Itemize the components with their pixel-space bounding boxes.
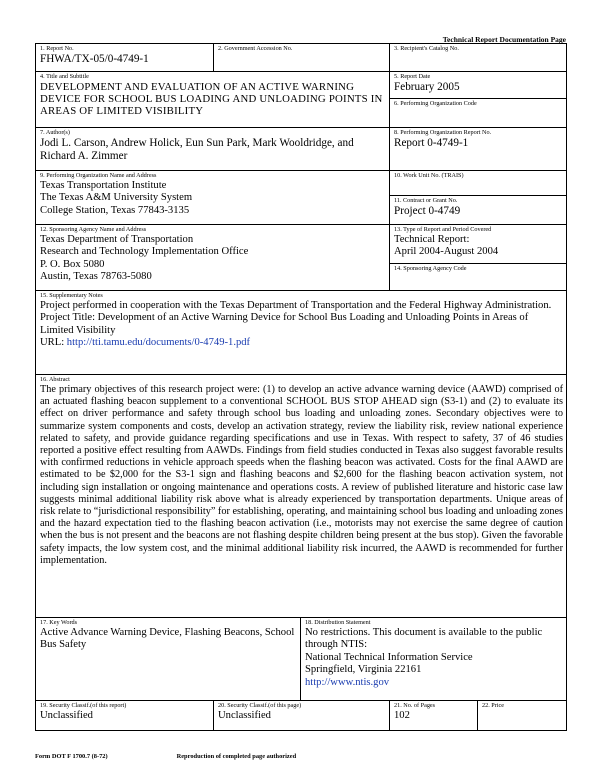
security-page-value: Unclassified bbox=[218, 710, 271, 721]
row-abstract bbox=[36, 375, 566, 618]
recipient-catalog-cell bbox=[390, 44, 566, 71]
performing-org-report-value: Report 0-4749-1 bbox=[394, 137, 469, 149]
report-date-label: 5. Report Date bbox=[394, 73, 431, 80]
date-code-stack bbox=[390, 72, 566, 127]
sponsoring-agency-line1: Texas Department of Transportation bbox=[40, 234, 194, 245]
contract-grant-cell bbox=[390, 196, 566, 224]
row-report-numbers bbox=[36, 44, 566, 72]
supplementary-notes-url-line bbox=[40, 337, 563, 349]
report-type-label: 13. Type of Report and Period Covered bbox=[394, 226, 492, 233]
performing-org-code-cell bbox=[390, 99, 566, 127]
report-type-line1: Technical Report: bbox=[394, 234, 470, 245]
form-footer bbox=[35, 753, 296, 760]
distribution-line2: National Technical Information Service bbox=[305, 651, 473, 663]
sponsoring-agency-cell bbox=[36, 225, 390, 290]
performing-org-cell bbox=[36, 171, 390, 224]
distribution-label: 18. Distribution Statement bbox=[305, 619, 371, 626]
report-type-line2: April 2004-August 2004 bbox=[394, 246, 499, 258]
supplementary-notes-label: 15. Supplementary Notes bbox=[40, 292, 103, 299]
key-words-cell bbox=[36, 618, 301, 700]
num-pages-label: 21. No. of Pages bbox=[394, 702, 436, 709]
authors-cell bbox=[36, 128, 390, 170]
ntis-url-link[interactable]: http://www.ntis.gov bbox=[305, 676, 390, 688]
performing-org-label: 9. Performing Organization Name and Address bbox=[40, 172, 157, 179]
url-prefix: URL: bbox=[40, 337, 67, 349]
sponsoring-agency-line2: Research and Technology Implementation Office bbox=[40, 246, 249, 258]
contract-grant-label: 11. Contract or Grant No. bbox=[394, 197, 458, 204]
report-type-stack bbox=[390, 225, 566, 290]
security-report-label: 19. Security Classif.(of this report) bbox=[40, 702, 127, 709]
row-title bbox=[36, 72, 566, 128]
authors-label: 7. Author(s) bbox=[40, 129, 70, 136]
row-keywords-distribution bbox=[36, 618, 566, 701]
distribution-cell bbox=[301, 618, 566, 700]
row-classification bbox=[36, 701, 566, 730]
sponsoring-agency-code-cell bbox=[390, 264, 566, 290]
performing-org-report-label: 8. Performing Organization Report No. bbox=[394, 129, 492, 136]
recipient-catalog-label: 3. Recipient's Catalog No. bbox=[394, 45, 459, 52]
performing-org-code-label: 6. Performing Organization Code bbox=[394, 100, 477, 107]
performing-org-line3: College Station, Texas 77843-3135 bbox=[40, 204, 190, 216]
sponsoring-agency-label: 12. Sponsoring Agency Name and Address bbox=[40, 226, 147, 233]
performing-org-report-cell bbox=[390, 128, 566, 170]
sponsoring-agency-line3: P. O. Box 5080 bbox=[40, 258, 105, 270]
num-pages-cell bbox=[390, 701, 478, 730]
row-performing-org bbox=[36, 171, 566, 225]
supplementary-notes-line2: Project Title: Development of an Active Warning Device for School Bus Loading and Unloading Points in Areas of Limited Visibility bbox=[40, 312, 529, 336]
abstract-cell bbox=[36, 375, 566, 617]
page-header-title: Technical Report Documentation Page bbox=[442, 35, 566, 44]
key-words-value: Active Advance Warning Device, Flashing Beacons, School Bus Safety bbox=[40, 627, 295, 651]
price-label: 22. Price bbox=[482, 702, 504, 709]
key-words-label: 17. Key Words bbox=[40, 619, 78, 626]
distribution-line3: Springfield, Virginia 22161 bbox=[305, 664, 422, 676]
title-cell bbox=[36, 72, 390, 127]
report-no-cell bbox=[36, 44, 214, 71]
gov-accession-cell bbox=[214, 44, 390, 71]
report-no-label: 1. Report No. bbox=[40, 45, 74, 52]
title-value: DEVELOPMENT AND EVALUATION OF AN ACTIVE WARNING DEVICE FOR SCHOOL BUS LOADING AND UNLOADING POINTS IN AREAS OF LIMITED VISIBILITY bbox=[40, 81, 383, 118]
supplementary-notes-cell bbox=[36, 291, 566, 374]
authors-value: Jodi L. Carson, Andrew Holick, Eun Sun Park, Mark Wooldridge, and Richard A. Zimmer bbox=[40, 137, 354, 162]
documentation-form bbox=[35, 43, 567, 731]
report-no-value: FHWA/TX-05/0-4749-1 bbox=[40, 53, 149, 65]
report-type-cell bbox=[390, 225, 566, 264]
report-date-cell bbox=[390, 72, 566, 99]
row-authors bbox=[36, 128, 566, 171]
supplementary-notes-line1: Project performed in cooperation with the Texas Department of Transportation and the Federal Highway Administration. bbox=[40, 300, 552, 311]
performing-org-line2: The Texas A&M University System bbox=[40, 192, 193, 204]
sponsoring-agency-code-label: 14. Sponsoring Agency Code bbox=[394, 265, 467, 272]
row-sponsoring bbox=[36, 225, 566, 291]
performing-org-line1: Texas Transportation Institute bbox=[40, 180, 167, 191]
row-supplementary bbox=[36, 291, 566, 375]
abstract-text: The primary objectives of this research project were: (1) to develop an active advance warning device (AAWD) comprised of an actuated flashing beacon supplement to a conventional SCHOOL BUS STOP AHEAD sign (S3-1) and (2) to evaluate its effect on driver performance and safety through school bus loading and unloading zones. Secondary objectives were to summarize system components and costs, develop an activation strategy, review the liability risk, review national experience related to safety, and provide guidance regarding specifications and use in Texas. With respect to safety, 37 of 46 studies reported a positive effect resulting from AAWDs. Findings from field studies conducted in Texas also suggest favorable results with confirmed reductions in vehicle approach speeds when the flashing beacon was activated. Costs for the final AAWD are estimated to be $2,000 for the S3-1 sign and flashing beacons and $2,600 for the flashing beacon activation system, not including sign installation or ongoing maintenance and operations costs. A review of published literature and historic case law suggests minimal additional liability risk above what is already experienced by transportation departments. Unique areas of risk relate to “jurisdictional responsibility” for establishing, operating, and maintaining school bus loading and unloading zones and the hazard expectation tied to the flashing beacon activation (i.e., motorists may not exercise the same degree of caution when the bus is not present and the beacons are not flashing despite children being present at the bus stop). Given the favorable safety impacts, the low system cost, and the minimal additional liability risk incurred, the AAWD is recommended for further implementation. bbox=[40, 384, 563, 566]
sponsoring-agency-line4: Austin, Texas 78763-5080 bbox=[40, 271, 152, 283]
reproduction-note: Reproduction of completed page authorized bbox=[176, 753, 297, 760]
report-url-link[interactable]: http://tti.tamu.edu/documents/0-4749-1.pdf bbox=[66, 337, 251, 349]
work-unit-label: 10. Work Unit No. (TRAIS) bbox=[394, 172, 464, 179]
price-cell bbox=[478, 701, 566, 730]
security-page-cell bbox=[214, 701, 390, 730]
distribution-line1: No restrictions. This document is available to the public through NTIS: bbox=[305, 627, 543, 651]
work-contract-stack bbox=[390, 171, 566, 224]
security-report-cell bbox=[36, 701, 214, 730]
form-id: Form DOT F 1700.7 (8-72) bbox=[35, 753, 108, 760]
work-unit-cell bbox=[390, 171, 566, 196]
report-date-value: February 2005 bbox=[394, 81, 460, 93]
contract-grant-value: Project 0-4749 bbox=[394, 205, 461, 217]
security-report-value: Unclassified bbox=[40, 710, 93, 721]
security-page-label: 20. Security Classif.(of this page) bbox=[218, 702, 302, 709]
abstract-label: 16. Abstract bbox=[40, 376, 70, 383]
title-label: 4. Title and Subtitle bbox=[40, 73, 89, 80]
gov-accession-label: 2. Government Accession No. bbox=[218, 45, 293, 52]
num-pages-value: 102 bbox=[394, 710, 410, 721]
